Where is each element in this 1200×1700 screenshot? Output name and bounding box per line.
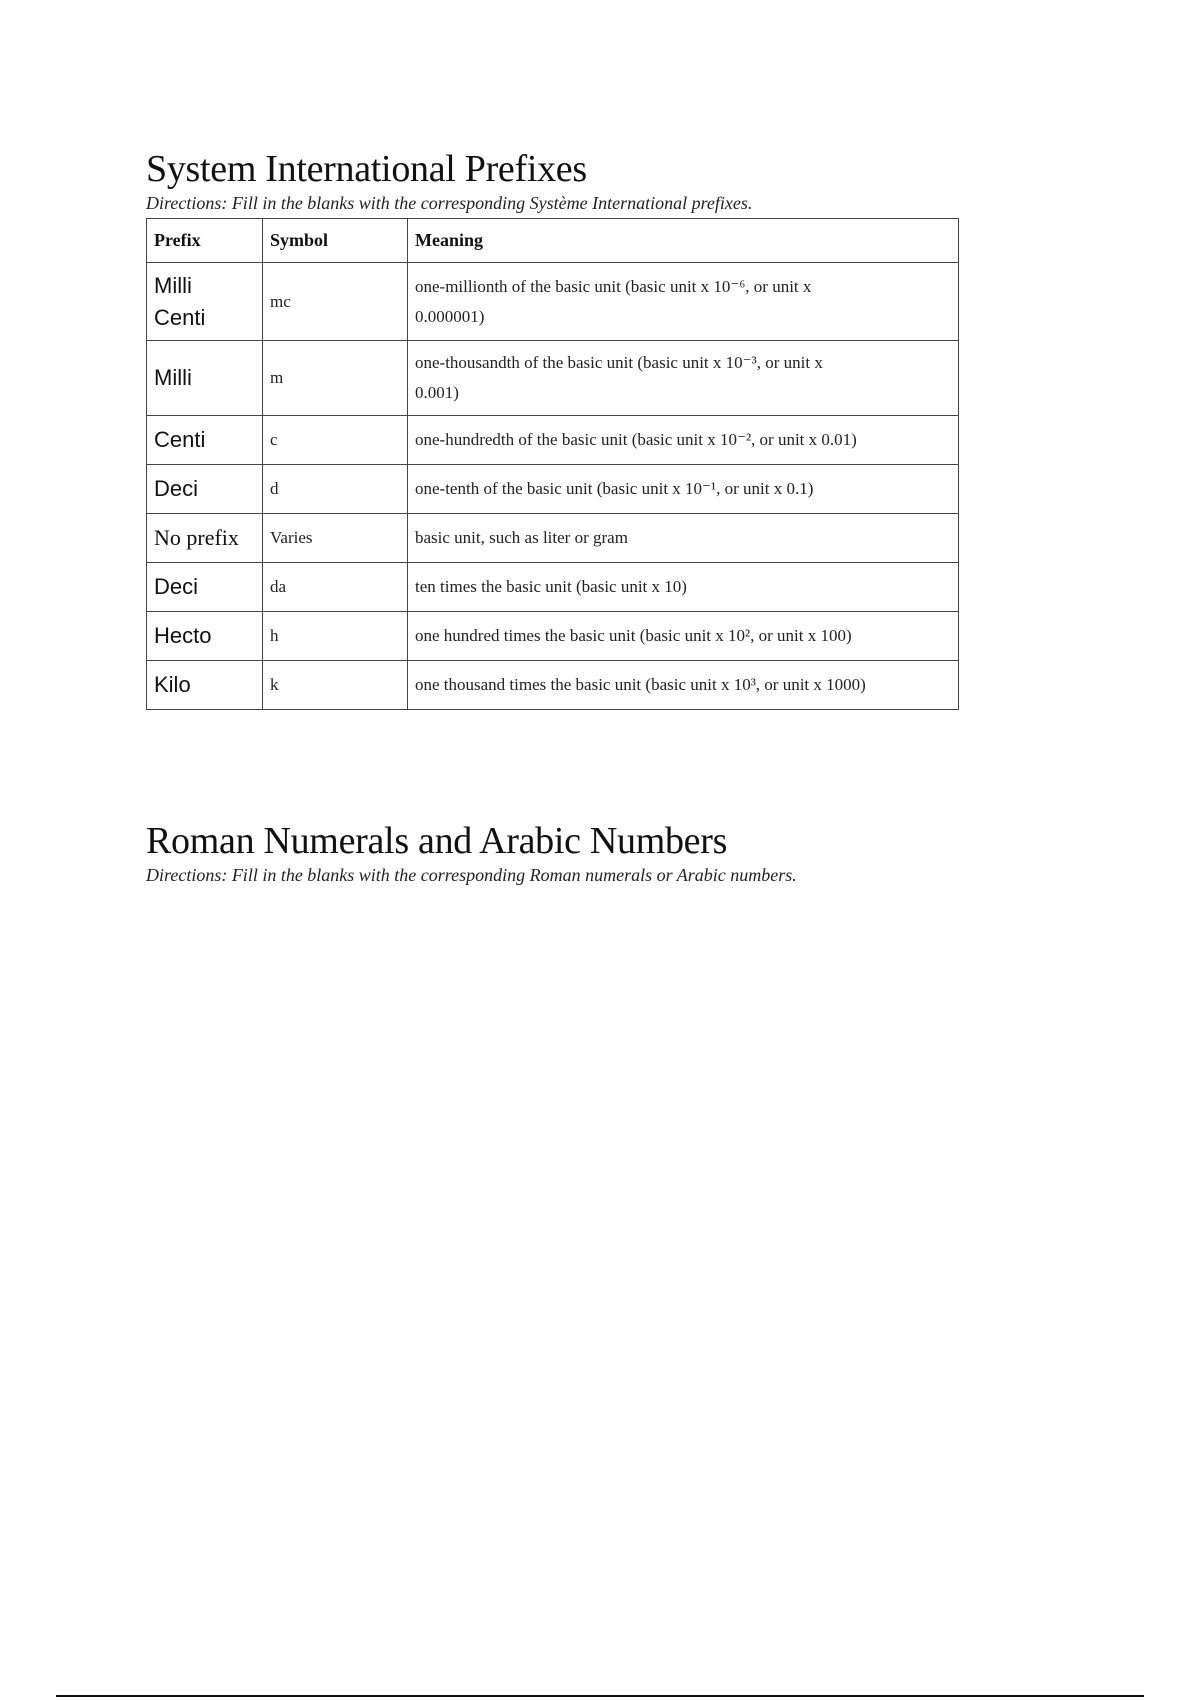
symbol-cell: k [263,661,408,710]
symbol-cell: Varies [263,514,408,563]
si-prefixes-section [146,146,966,710]
roman-numerals-directions: Directions: Fill in the blanks with the corresponding Roman numerals or Arabic numbers. [146,865,797,885]
meaning-cell: basic unit, such as liter or gram [408,514,959,563]
symbol-cell: c [263,416,408,465]
table-header-row [147,219,959,263]
meaning-line: one-millionth of the basic unit (basic unit x 10⁻⁶, or unit x [415,276,812,296]
si-prefix-table [146,218,959,710]
meaning-cell: one-tenth of the basic unit (basic unit x 10⁻¹, or unit x 0.1) [408,465,959,514]
roman-numerals-title: Roman Numerals and Arabic Numbers [146,820,728,862]
meaning-line: 0.000001) [415,306,485,326]
table-row [147,263,959,341]
header-meaning: Meaning [408,219,959,263]
prefix-line: Centi [154,304,206,330]
meaning-line: 0.001) [415,383,459,402]
table-row [147,465,959,514]
prefix-cell: Kilo [147,661,263,710]
prefix-cell: Hecto [147,612,263,661]
prefix-cell: No prefix [147,514,263,563]
meaning-cell: ten times the basic unit (basic unit x 10) [408,563,959,612]
roman-numerals-section [146,818,966,890]
prefix-line: Milli [154,272,192,298]
footer-divider [56,1695,1144,1697]
table-row [147,612,959,661]
meaning-cell: one hundred times the basic unit (basic unit x 10², or unit x 100) [408,612,959,661]
symbol-cell: mc [263,263,408,341]
meaning-cell: one-hundredth of the basic unit (basic unit x 10⁻², or unit x 0.01) [408,416,959,465]
table-row [147,563,959,612]
table-row [147,514,959,563]
header-prefix: Prefix [147,219,263,263]
symbol-cell: d [263,465,408,514]
meaning-line: one-thousandth of the basic unit (basic unit x 10⁻³, or unit x [415,353,823,372]
si-prefixes-directions: Directions: Fill in the blanks with the corresponding Système International prefixes. [146,193,753,213]
si-prefixes-title: System International Prefixes [146,148,587,190]
prefix-cell [147,263,263,341]
meaning-cell [408,341,959,416]
header-symbol: Symbol [263,219,408,263]
meaning-cell: one thousand times the basic unit (basic unit x 10³, or unit x 1000) [408,661,959,710]
table-row [147,341,959,416]
prefix-cell: Milli [147,341,263,416]
table-row [147,416,959,465]
symbol-cell: h [263,612,408,661]
meaning-cell [408,263,959,341]
table-row [147,661,959,710]
prefix-cell: Deci [147,563,263,612]
prefix-cell: Centi [147,416,263,465]
symbol-cell: da [263,563,408,612]
symbol-cell: m [263,341,408,416]
prefix-cell: Deci [147,465,263,514]
